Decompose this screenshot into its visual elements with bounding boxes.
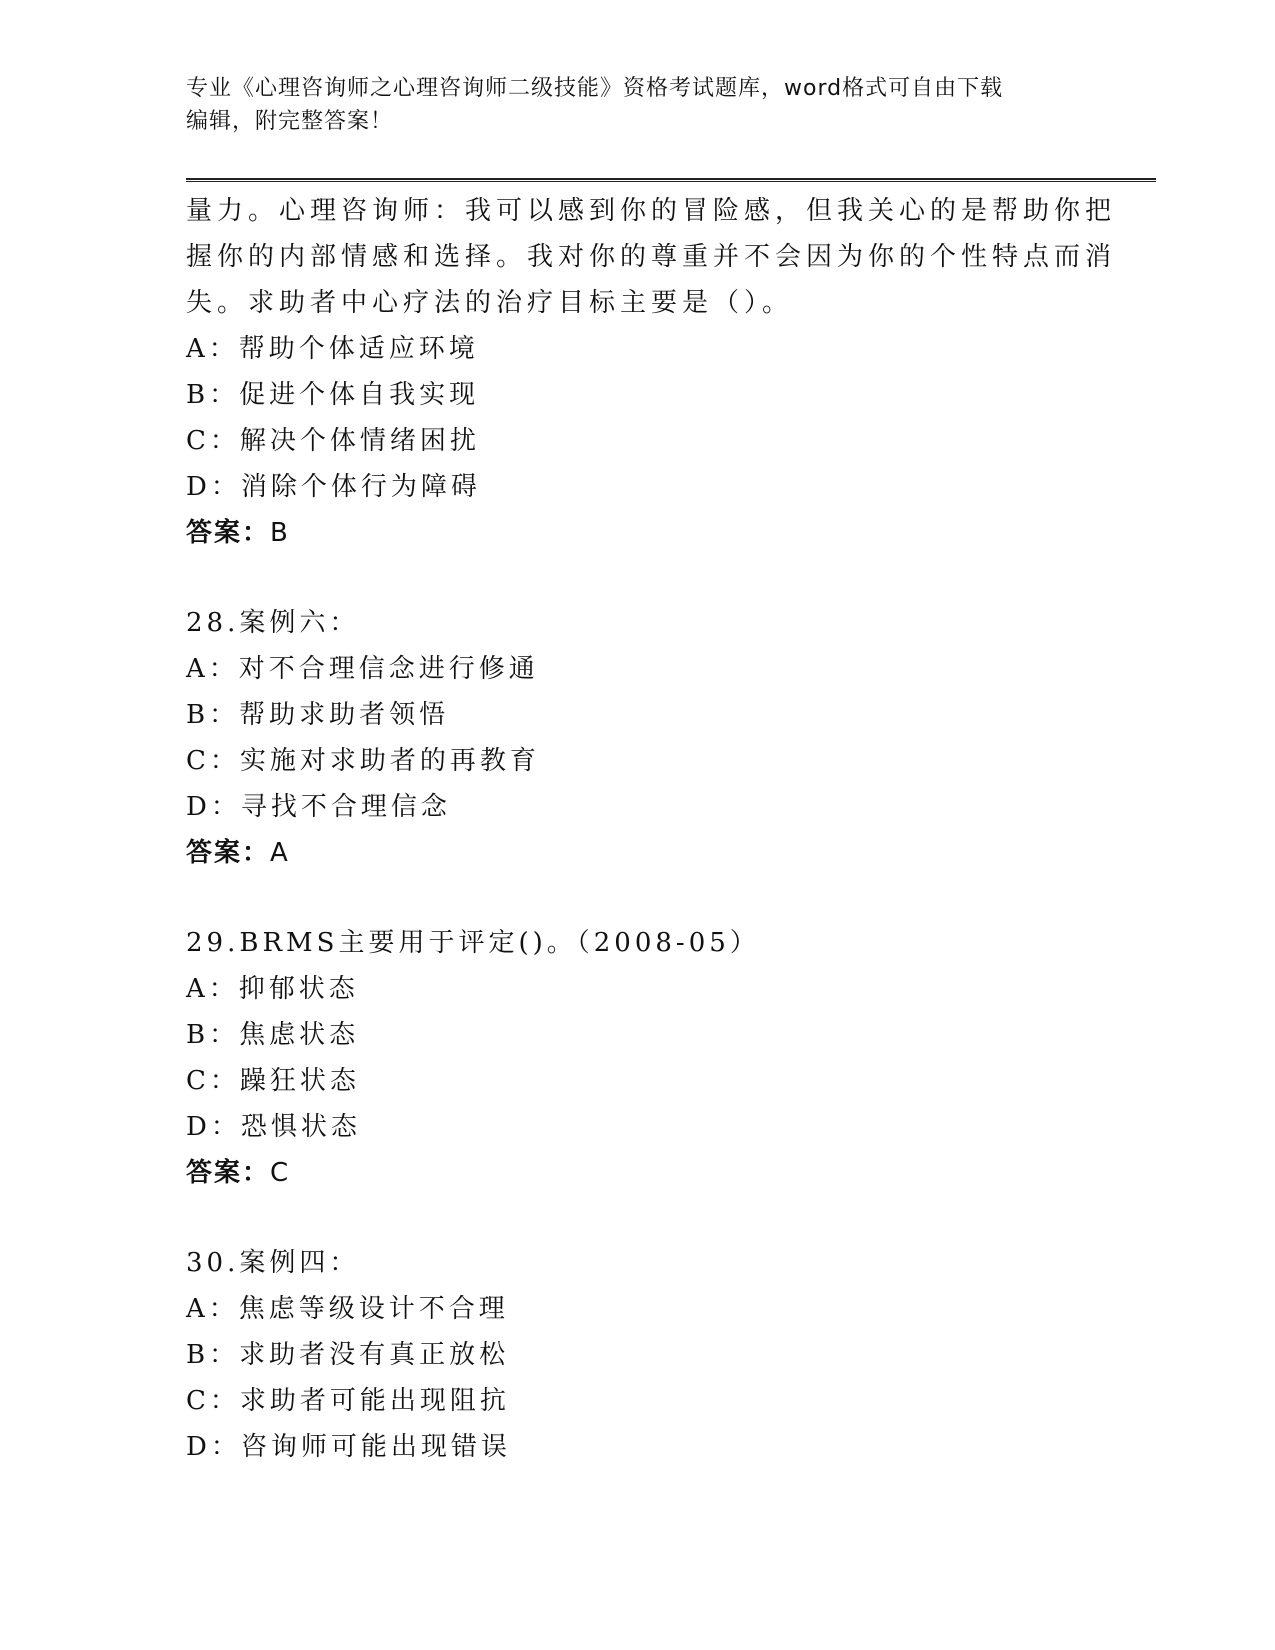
question-30	[186, 1240, 1086, 1470]
question-28	[186, 600, 1086, 876]
question-27-continuation	[186, 188, 1117, 326]
document-header	[186, 72, 1086, 138]
document-body	[186, 188, 1117, 1470]
question-title: 30.案例四：	[186, 1248, 360, 1278]
option-b: B：焦虑状态	[186, 1020, 360, 1050]
stem-line: 量力。心理咨询师：我可以感到你的冒险感，但我关心的是帮助你把	[186, 196, 1117, 226]
answer-line	[186, 830, 1086, 876]
header-divider	[186, 178, 1156, 182]
option-c: C：实施对求助者的再教育	[186, 746, 540, 776]
option-d: D：寻找不合理信念	[186, 792, 451, 822]
answer-value: B	[270, 518, 290, 548]
answer-label: 答案：	[186, 518, 271, 548]
option-d: D：咨询师可能出现错误	[186, 1432, 511, 1462]
option-c: C：求助者可能出现阻抗	[186, 1386, 510, 1416]
stem-line: 握你的内部情感和选择。我对你的尊重并不会因为你的个性特点而消	[186, 242, 1117, 272]
answer-value: A	[270, 838, 290, 868]
answer-label: 答案：	[186, 1158, 271, 1188]
header-line-1: 专业《心理咨询师之心理咨询师二级技能》资格考试题库，word格式可自由下载	[186, 76, 1004, 101]
question-title: 28.案例六：	[186, 608, 360, 638]
question-title: 29.BRMS主要用于评定()。（2008-05）	[186, 928, 760, 958]
option-b: B：求助者没有真正放松	[186, 1340, 510, 1370]
answer-value: C	[270, 1158, 291, 1188]
option-b: B：促进个体自我实现	[186, 380, 480, 410]
option-b: B：帮助求助者领悟	[186, 700, 450, 730]
option-a: A：焦虑等级设计不合理	[186, 1294, 509, 1324]
answer-line	[186, 510, 1086, 556]
option-c: C：解决个体情绪困扰	[186, 426, 480, 456]
option-a: A：帮助个体适应环境	[186, 334, 479, 364]
question-29	[186, 920, 1086, 1196]
option-c: C：躁狂状态	[186, 1066, 360, 1096]
stem-line: 失。求助者中心疗法的治疗目标主要是（）。	[186, 288, 794, 318]
option-d: D：恐惧状态	[186, 1112, 361, 1142]
header-line-2: 编辑，附完整答案！	[186, 109, 394, 134]
answer-label: 答案：	[186, 838, 271, 868]
option-d: D：消除个体行为障碍	[186, 472, 481, 502]
option-a: A：抑郁状态	[186, 974, 359, 1004]
option-a: A：对不合理信念进行修通	[186, 654, 539, 684]
answer-line	[186, 1150, 1086, 1196]
